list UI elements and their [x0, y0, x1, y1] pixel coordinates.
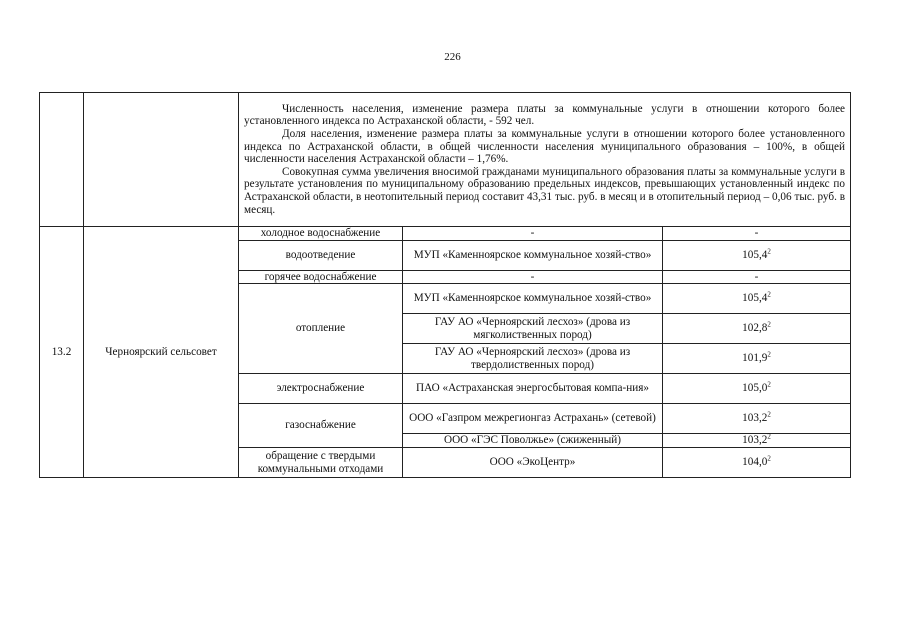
service-name: отопление — [239, 284, 403, 374]
service-name: горячее водоснабжение — [239, 270, 403, 284]
provider-name: ООО «ГЭС Поволжье» (сжиженный) — [403, 434, 663, 448]
index-number: 103,2 — [742, 412, 768, 425]
index-number: 102,8 — [742, 322, 768, 335]
index-value — [663, 284, 851, 314]
index-value — [663, 240, 851, 270]
index-footnote: 2 — [767, 320, 771, 329]
index-value — [663, 270, 851, 284]
index-number: 105,4 — [742, 248, 768, 261]
intro-paragraph: Численность населения, изменение размера платы за коммунальные услуги в отношении которого более установленного индекса по Астраханской области, - 592 чел. — [244, 102, 845, 128]
index-value — [663, 344, 851, 374]
utility-index-table — [39, 92, 851, 478]
index-number: 105,4 — [742, 292, 768, 305]
provider-name: ООО «Газпром межрегионгаз Астрахань» (сетевой) — [403, 404, 663, 434]
index-number: 105,0 — [742, 382, 768, 395]
page-number: 226 — [444, 51, 461, 63]
intro-paragraph: Совокупная сумма увеличения вносимой гражданами муниципального образования платы за коммунальные услуги в результате установления по муниципальному образованию предельных индексов, превышающих установленный индекс по Астраханской области, в неотопительный период составит 43,31 тыс. руб. в месяц и в отопительный период – 0,06 тыс. руб. в месяц. — [244, 165, 845, 216]
provider-name: ГАУ АО «Черноярский лесхоз» (дрова из мягколиственных пород) — [403, 314, 663, 344]
provider-name: ПАО «Астраханская энергосбытовая компа-ния» — [403, 374, 663, 404]
intro-text-cell — [239, 93, 851, 227]
index-footnote: 2 — [767, 290, 771, 299]
provider-name: - — [403, 270, 663, 284]
provider-name: - — [403, 227, 663, 241]
service-name: электроснабжение — [239, 374, 403, 404]
index-footnote: 2 — [767, 380, 771, 389]
index-value — [663, 448, 851, 478]
intro-row — [40, 93, 851, 227]
service-name: водоотведение — [239, 240, 403, 270]
intro-paragraph: Доля населения, изменение размера платы за коммунальные услуги в отношении которого более установленного индекса по Астраханской области, в общей численности населения муниципального образования – 100%, в общей численности населения Астраханской области – 1,76%. — [244, 128, 845, 166]
provider-name: МУП «Каменноярское коммунальное хозяй-ство» — [403, 240, 663, 270]
index-number: - — [754, 270, 759, 283]
service-name: холодное водоснабжение — [239, 227, 403, 241]
intro-name-cell — [84, 93, 239, 227]
provider-name: ГАУ АО «Черноярский лесхоз» (дрова из твердолиственных пород) — [403, 344, 663, 374]
index-value — [663, 374, 851, 404]
entry-name: Черноярский сельсовет — [84, 227, 239, 478]
provider-name: МУП «Каменноярское коммунальное хозяй-ство» — [403, 284, 663, 314]
index-number: 104,0 — [742, 456, 768, 469]
index-number: 101,9 — [742, 352, 768, 365]
intro-number-cell — [40, 93, 84, 227]
index-value — [663, 227, 851, 241]
index-footnote: 2 — [767, 410, 771, 419]
index-number: - — [754, 227, 759, 239]
service-name: газоснабжение — [239, 404, 403, 448]
index-number: 103,2 — [742, 434, 768, 447]
index-footnote: 2 — [767, 454, 771, 463]
index-footnote: 2 — [767, 247, 771, 256]
service-name: обращение с твердыми коммунальными отходами — [239, 448, 403, 478]
index-footnote: 2 — [767, 350, 771, 359]
entry-number: 13.2 — [40, 227, 84, 478]
provider-name: ООО «ЭкоЦентр» — [403, 448, 663, 478]
index-value — [663, 434, 851, 448]
index-value — [663, 314, 851, 344]
table-row — [40, 227, 851, 241]
index-value — [663, 404, 851, 434]
index-footnote: 2 — [767, 432, 771, 441]
